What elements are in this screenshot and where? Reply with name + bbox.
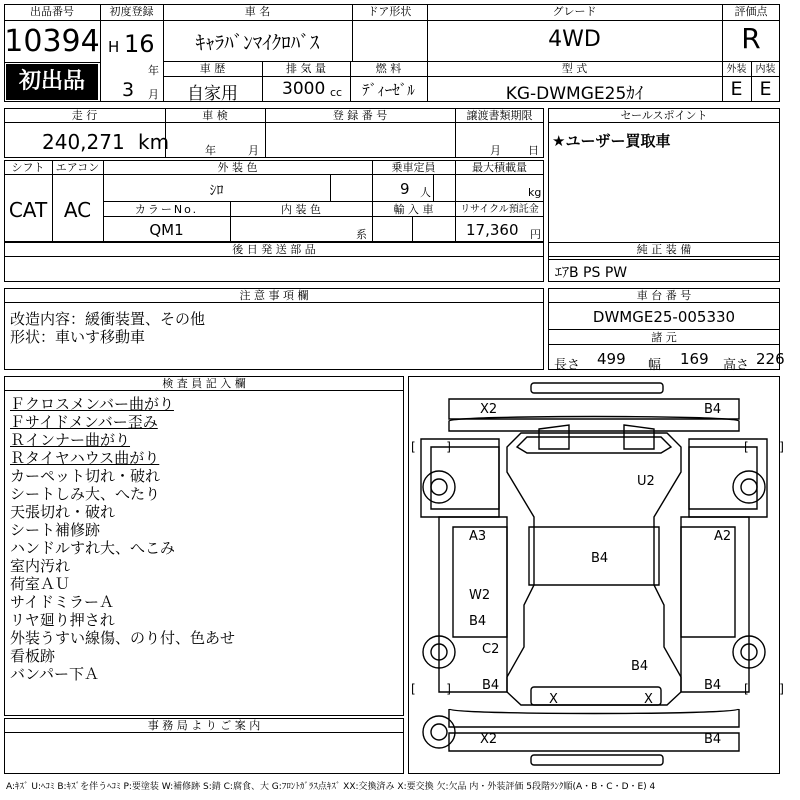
chassis-label: 車 台 番 号 [636,289,692,302]
length-label: 長さ [554,358,581,373]
height-label: 高さ [723,358,750,373]
legend: A:ｷｽﾞ U:ﾍｺﾐ B:ｷｽﾞを伴うﾍｺﾐ P:要塗装 W:補修跡 S:錆 C:腐食、大 G:ﾌﾛﾝﾄｶﾞﾗｽ点ｷｽﾞ XX:交換済み X:要交換 欠:欠品 内・外装評価 5段階ﾗﾝｸ順(A・B・C・D・E) 4 [6,782,656,792]
bracket-left: [ ] [411,440,451,454]
mark-b4-l2: B4 [482,678,500,693]
mark-a2: A2 [714,529,732,544]
color-no-value: QM1 [149,221,184,239]
mark-b4-lr: B4 [631,659,649,674]
model-value: KG-DWMGE25ｶｲ [505,84,644,104]
inspector-line: リヤ廻り押され [10,611,115,629]
inspector-line: バンパー下Ａ [10,665,99,683]
first-listing-badge: 初出品 [6,64,98,100]
grade-label: グレード [552,5,597,18]
grade-value: 4WD [548,27,601,52]
displacement-value: 3000 [282,79,326,99]
inspector-line: 天張切れ・破れ [10,503,116,521]
inspector-line: カーペット切れ・破れ [10,467,161,485]
bracket-left-lower: [ ] [411,682,451,696]
max-load-label: 最大積載量 [472,161,527,174]
recycle-unit: 円 [530,228,541,241]
interior-color-label: 内 装 色 [281,203,321,216]
transfer-day-unit: 日 [528,144,539,157]
door-label: ドア形状 [367,5,412,18]
interior-color-unit: 系 [356,228,367,241]
recycle-value: 17,360 [466,221,519,239]
inspection-year-unit: 年 [205,144,216,157]
mark-w2: W2 [469,588,491,603]
mark-a3: A3 [469,529,487,544]
score-ext-value: E [730,78,743,100]
capacity-unit: 人 [420,186,431,199]
mark-x-r: X [644,692,653,707]
score-value: R [741,22,761,55]
length-value: 499 [597,350,626,368]
inspection-label: 車 検 [202,109,228,122]
inspector-label: 検 査 員 記 入 欄 [162,377,246,390]
inspector-line: Ｆクロスメンバー曲がり [10,395,174,413]
mark-x2-bl: X2 [480,732,498,747]
damage-diagram [408,376,784,774]
color-no-label: カラーNo. [134,203,199,216]
mileage-unit: km [138,130,170,154]
lot-label: 出品番号 [30,5,74,18]
inspector-list [10,395,235,683]
transfer-month-unit: 月 [490,144,501,157]
transfer-label: 譲渡書類期限 [466,109,533,122]
mark-b4-mid: B4 [591,551,609,566]
capacity-value: 9 [400,180,410,198]
reg-no-label: 登 録 番 号 [332,109,388,122]
first-reg-year: 16 [124,30,155,58]
fuel-label: 燃 料 [375,62,402,75]
score-label: 評価点 [734,5,768,18]
inspector-line: シートしみ大、へたり [10,485,161,503]
sales-point-value: ★ユーザー買取車 [552,132,671,150]
notes-line-2: 形状：車いす移動車 [10,328,146,346]
mark-x2-tl: X2 [480,402,498,417]
inspection-month-unit: 月 [248,144,259,157]
aircon-label: エアコン [55,161,100,174]
equipment-label: 純 正 装 備 [636,243,692,256]
lot-number: 10394 [4,24,100,59]
mileage-value: 240,271 [42,130,125,154]
displacement-label: 排 気 量 [286,62,326,75]
bracket-right-lower: [ ] [744,682,784,696]
exterior-color-label: 外 装 色 [217,161,258,174]
width-label: 幅 [648,358,662,373]
inspector-line: 室内汚れ [10,557,71,575]
inspector-line: ハンドルすれ大、へこみ [10,539,176,557]
mark-c2: C2 [482,642,500,657]
first-reg-month-unit: 月 [148,88,159,101]
first-reg-era: H [108,38,120,56]
inspector-line: 外装うすい線傷、のり付、色あせ [10,629,236,647]
score-int-value: E [759,78,772,100]
inspector-line: サイドミラーＡ [10,593,114,611]
first-reg-month: 3 [122,79,135,101]
mileage-label: 走 行 [71,109,98,122]
mark-b4-r2: B4 [704,678,722,693]
displacement-unit: cc [330,86,343,99]
mark-u2: U2 [637,474,655,489]
dimensions-label: 諸 元 [651,331,677,344]
width-value: 169 [680,350,709,368]
first-reg-year-unit: 年 [148,64,159,77]
shift-label: シフト [11,161,45,174]
car-name-value: ｷｬﾗﾊﾞﾝﾏｲｸﾛﾊﾞｽ [195,32,320,54]
height-value: 226 [756,350,785,368]
inspector-line: 看板跡 [10,647,56,665]
history-label: 車 歴 [199,62,226,75]
max-load-unit: kg [528,186,542,199]
inspector-line: Ｒタイヤハウス曲がり [10,449,160,467]
sales-point-label: セールスポイント [620,109,708,122]
inspector-line: Ｒインナー曲がり [10,431,131,449]
mark-x-l: X [549,692,558,707]
inspector-line: 荷室ＡＵ [10,575,71,593]
aircon-value: AC [63,198,92,222]
notes-label: 注 意 事 項 欄 [239,289,309,302]
shift-value: CAT [8,198,48,222]
score-int-label: 内装 [755,64,776,75]
model-label: 型 式 [561,62,588,75]
fuel-value: ﾃﾞｨｰｾﾞﾙ [362,81,415,99]
score-ext-label: 外装 [726,64,747,75]
capacity-label: 乗車定員 [391,161,436,174]
mark-b4-tr: B4 [704,402,722,417]
later-parts-label: 後 日 発 送 部 品 [232,243,316,256]
history-value: 自家用 [187,84,238,104]
import-label: 輸 入 車 [393,203,434,216]
office-label: 事 務 局 よ り ご 案 内 [147,719,261,732]
car-name-label: 車 名 [244,5,271,18]
inspector-line: Ｆサイドメンバー歪み [10,413,158,431]
first-reg-label: 初度登録 [109,5,154,18]
inspector-line: シート補修跡 [10,521,101,539]
recycle-label: リサイクル預託金 [460,204,539,215]
exterior-color-value: ｼﾛ [209,183,224,199]
mark-b4-br: B4 [704,732,722,747]
notes-line-1: 改造内容：緩衝装置、その他 [10,310,206,328]
mark-b4-l1: B4 [469,614,487,629]
bracket-right: [ ] [744,440,784,454]
equipment-value: ｴｱB PS PW [555,265,628,281]
chassis-value: DWMGE25-005330 [592,308,736,326]
